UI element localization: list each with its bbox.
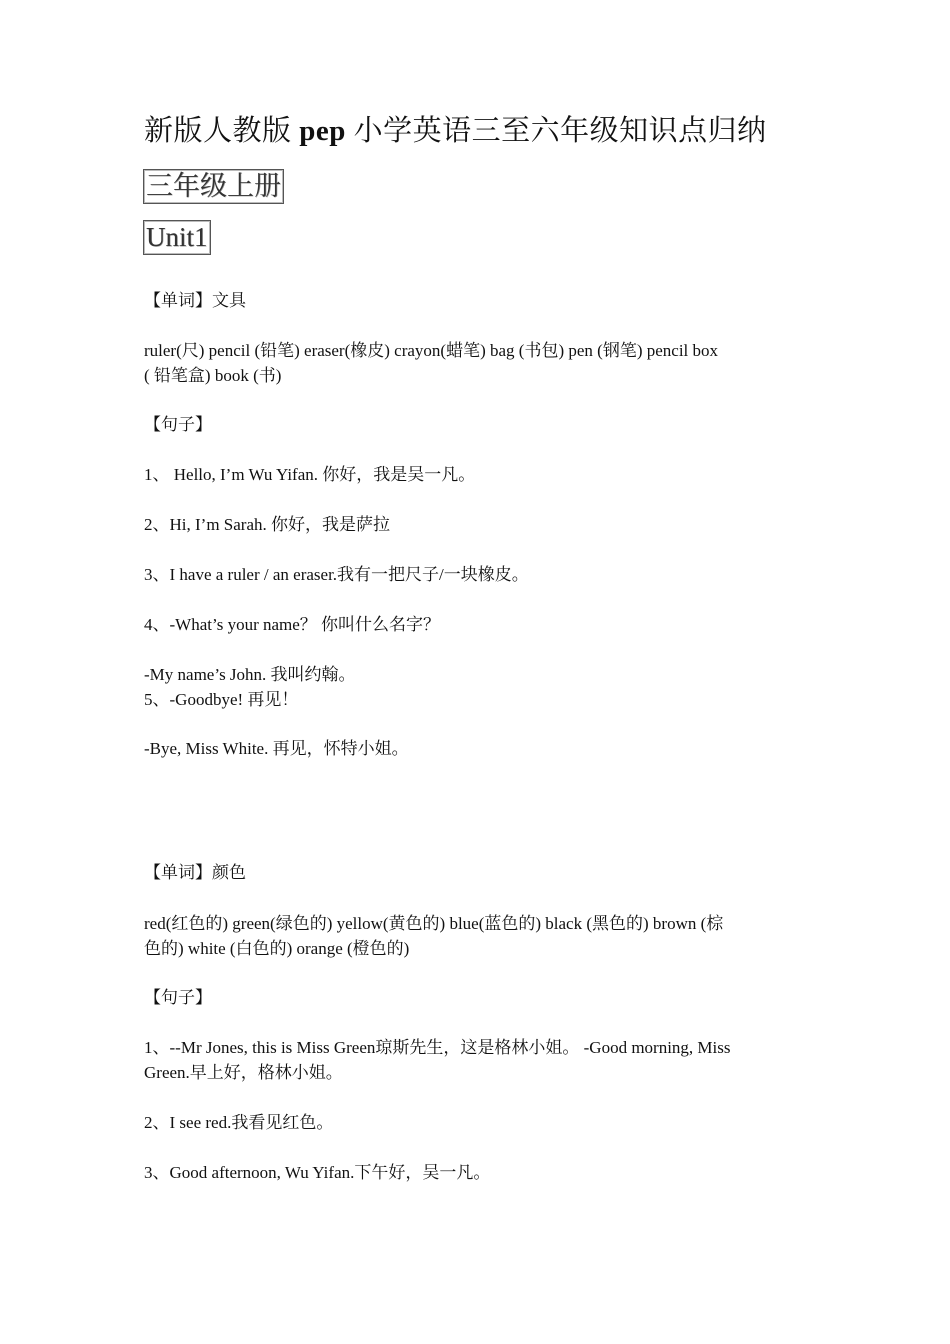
- sentence-4-reply: -My name’s John. 我叫约翰。: [144, 665, 356, 684]
- sentence-4: 4、-What’s your name？ 你叫什么名字？: [144, 615, 441, 634]
- colors-vocab-line-2: 色的) white (白色的) orange (橙色的): [144, 939, 410, 958]
- grade-heading-box: 三年级上册: [143, 169, 284, 204]
- colors-vocab-line-1: red(红色的) green(绿色的) yellow(黄色的) blue(蓝色的) black (黑色的) brown (棕: [144, 914, 724, 933]
- title-bold-pep: pep: [299, 115, 346, 147]
- vocab-heading-stationery: 【单词】文具: [144, 291, 246, 310]
- sentence-5: 5、-Goodbye! 再见！: [144, 690, 299, 709]
- colors-sentence-1-line-2: Green.早上好，格林小姐。: [144, 1063, 343, 1082]
- sentence-2: 2、Hi, I’m Sarah. 你好，我是萨拉: [144, 515, 391, 534]
- sentence-5-reply: -Bye, Miss White. 再见，怀特小姐。: [144, 739, 409, 758]
- sentence-heading-2: 【句子】: [144, 988, 212, 1007]
- vocab-heading-colors: 【单词】颜色: [144, 863, 246, 882]
- colors-sentence-2: 2、I see red.我看见红色。: [144, 1113, 334, 1132]
- title-suffix: 小学英语三至六年级知识点归纳: [345, 115, 767, 147]
- vocab-line-2: ( 铅笔盒) book (书): [144, 366, 282, 385]
- title-prefix: 新版人教版: [144, 115, 300, 147]
- vocab-line-1: ruler(尺) pencil (铅笔) eraser(橡皮) crayon(蜡笔) bag (书包) pen (钢笔) pencil box: [144, 341, 719, 360]
- document-title: [144, 112, 767, 150]
- sentence-3: 3、I have a ruler / an eraser.我有一把尺子/一块橡皮。: [144, 565, 529, 584]
- colors-sentence-3: 3、Good afternoon, Wu Yifan.下午好，吴一凡。: [144, 1163, 491, 1182]
- sentence-heading: 【句子】: [144, 415, 212, 434]
- colors-sentence-1-line-1: 1、--Mr Jones, this is Miss Green琼斯先生，这是格林小姐。 -Good morning, Miss: [144, 1038, 731, 1057]
- sentence-1: 1、 Hello, I’m Wu Yifan. 你好，我是吴一凡。: [144, 465, 476, 484]
- unit-heading-box: Unit1: [143, 220, 211, 255]
